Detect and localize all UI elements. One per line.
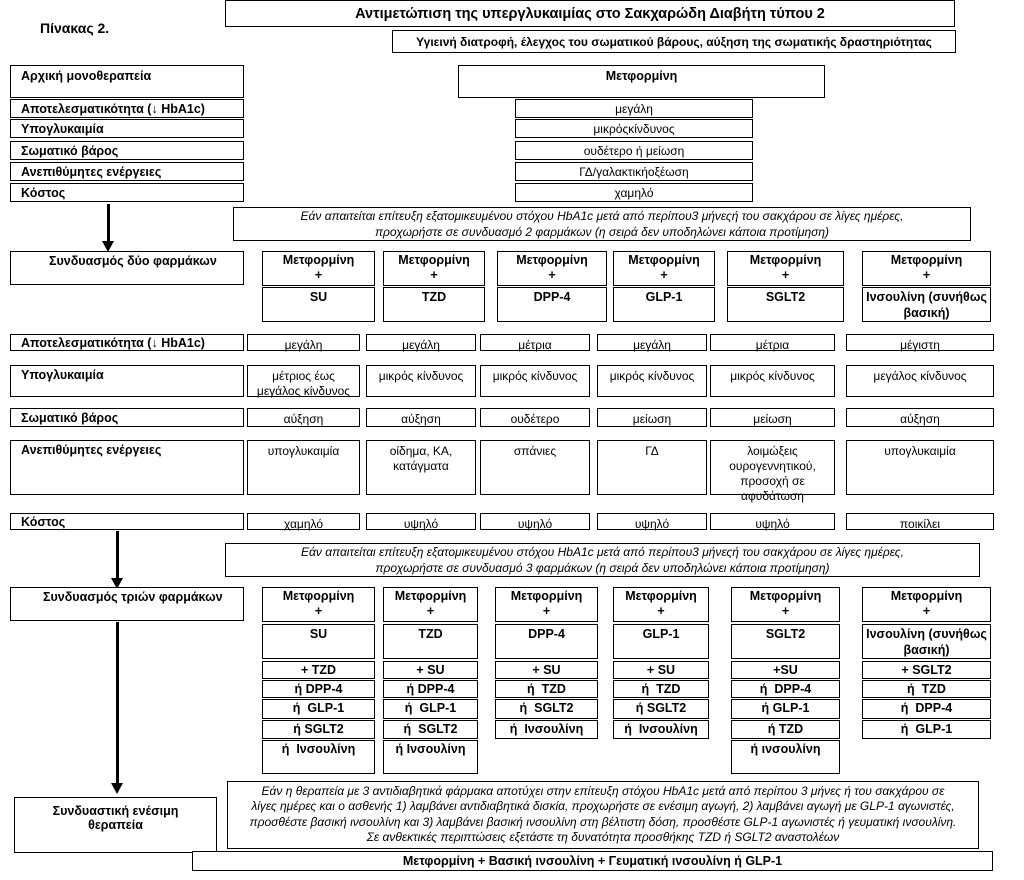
dual-weight-4: μείωση <box>710 408 835 427</box>
dual-plus-sign: + <box>430 268 438 282</box>
triple-base-4 <box>731 587 840 622</box>
flow-arrow-2 <box>116 531 119 579</box>
dual-plus-sign: + <box>548 268 556 282</box>
triple-plus-sign: + <box>426 604 435 618</box>
dual-weight-2: ουδέτερο <box>480 408 590 427</box>
page-title: Αντιμετώπιση της υπεργλυκαιμίας στο Σακχαρώδη Διαβήτη τύπου 2 <box>225 0 955 27</box>
triple-base-drug: Μετφορμίνη <box>394 589 467 603</box>
dual-weight-0: αύξηση <box>247 408 360 427</box>
dual-row-label-hypo: Υπογλυκαιμία <box>10 365 244 397</box>
dual-weight-5: αύξηση <box>846 408 994 427</box>
flow-arrow-3 <box>116 622 119 784</box>
flow-arrow-1 <box>107 204 110 242</box>
dual-hypo-2: μικρός κίνδυνος <box>480 365 590 397</box>
dual-side-3: ΓΔ <box>597 440 707 495</box>
mono-row-label-cost: Κόστος <box>10 183 244 202</box>
mono-row-value-weight: ουδέτερο ή μείωση <box>515 141 753 160</box>
mono-label: Αρχική μονοθεραπεία <box>10 65 244 98</box>
dual-base-drug: Μετφορμίνη <box>398 253 470 267</box>
dual-side-5: υπογλυκαιμία <box>846 440 994 495</box>
triple-option-0-3: ή SGLT2 <box>262 720 375 739</box>
dual-cost-2: υψηλό <box>480 513 590 530</box>
dual-plus-sign: + <box>314 268 323 282</box>
triple-option-4-1: ή DPP-4 <box>731 680 840 698</box>
dual-base-3 <box>613 251 715 286</box>
dual-side-0: υπογλυκαιμία <box>247 440 360 495</box>
dual-efficacy-4: μέτρια <box>710 334 835 351</box>
dual-base-drug: Μετφορμίνη <box>890 253 963 267</box>
dual-efficacy-0: μεγάλη <box>247 334 360 351</box>
dual-efficacy-3: μεγάλη <box>597 334 707 351</box>
triple-plus-sign: + <box>542 604 551 618</box>
mono-row-value-efficacy: μεγάλη <box>515 99 753 118</box>
triple-option-0-0: + TZD <box>262 661 375 679</box>
dual-cost-3: υψηλό <box>597 513 707 530</box>
dual-efficacy-2: μέτρια <box>480 334 590 351</box>
triple-option-1-0: + SU <box>383 661 478 679</box>
dual-cost-5: ποικίλει <box>846 513 994 530</box>
triple-option-2-1: ή TZD <box>495 680 598 698</box>
dual-drug-1: TZD <box>383 287 485 322</box>
triple-drug-3: GLP-1 <box>613 624 709 659</box>
triple-option-3-3: ή Ινσουλίνη <box>613 720 709 739</box>
triple-option-2-3: ή Ινσουλίνη <box>495 720 598 739</box>
injectable-note-line: προσθέστε βασική ινσουλίνη και 3) λαμβάνει βασική ινσουλίνη στη βέλτιστη δόση, προσθέστε GLP-1 αγωνιστές ή γευματική ινσουλίνη. <box>249 814 957 829</box>
dual-row-label-side: Ανεπιθύμητες ενέργειες <box>10 440 244 495</box>
dual-efficacy-5: μέγιστη <box>846 334 994 351</box>
dual-drug-0: SU <box>262 287 375 322</box>
note-dual-line-2: προχωρήστε σε συνδυασμό 2 φαρμάκων (η σειρά δεν υποδηλώνει κάποια προτίμηση) <box>374 224 829 239</box>
triple-base-drug: Μετφορμίνη <box>625 589 697 603</box>
dual-hypo-1: μικρός κίνδυνος <box>366 365 476 397</box>
dual-drug-3: GLP-1 <box>613 287 715 322</box>
dual-row-label-efficacy: Αποτελεσματικότητα (↓ HbA1c) <box>10 334 244 351</box>
triple-plus-sign: + <box>657 604 665 618</box>
dual-base-1 <box>383 251 485 286</box>
dual-cost-0: χαμηλό <box>247 513 360 530</box>
injectable-label <box>14 797 217 853</box>
dual-plus-sign: + <box>922 268 931 282</box>
triple-base-drug: Μετφορμίνη <box>890 589 963 603</box>
mono-row-label-hypo: Υπογλυκαιμία <box>10 119 244 138</box>
dual-base-0 <box>262 251 375 286</box>
dual-plus-sign: + <box>781 268 790 282</box>
triple-option-3-0: + SU <box>613 661 709 679</box>
dual-base-drug: Μετφορμίνη <box>628 253 700 267</box>
injectable-note-line: Σε ανθεκτικές περιπτώσεις εξετάστε τη δυνατότητα προσθήκης TZD ή SGLT2 αναστολέων <box>366 830 840 845</box>
injectable-label-line-1: Συνδυαστική ενέσιμη <box>52 804 179 818</box>
triple-base-5 <box>862 587 991 622</box>
triple-option-0-4: ή Ινσουλίνη <box>262 740 375 774</box>
dual-side-4: λοιμώξεις ουρογεννητικού, προσοχή σε αφυδάτωση <box>710 440 835 495</box>
triple-option-0-2: ή GLP-1 <box>262 699 375 719</box>
triple-option-1-2: ή GLP-1 <box>383 699 478 719</box>
triple-base-drug: Μετφορμίνη <box>510 589 583 603</box>
triple-option-5-3: ή GLP-1 <box>862 720 991 739</box>
mono-row-value-side: ΓΔ/γαλακτικήοξέωση <box>515 162 753 181</box>
mono-row-label-weight: Σωματικό βάρος <box>10 141 244 160</box>
dual-row-label-weight: Σωματικό βάρος <box>10 408 244 427</box>
mono-row-value-hypo: μικρόςκίνδυνος <box>515 119 753 138</box>
dual-hypo-5: μεγάλος κίνδυνος <box>846 365 994 397</box>
dual-cost-4: υψηλό <box>710 513 835 530</box>
triple-drug-4: SGLT2 <box>731 624 840 659</box>
triple-base-1 <box>383 587 478 622</box>
triple-base-drug: Μετφορμίνη <box>749 589 822 603</box>
dual-weight-3: μείωση <box>597 408 707 427</box>
injectable-note <box>227 781 979 849</box>
dual-drug-5: Ινσουλίνη (συνήθως βασική) <box>862 287 991 322</box>
injectable-final: Μετφορμίνη + Βασική ινσουλίνη + Γευματική ινσουλίνη ή GLP-1 <box>192 851 993 871</box>
triple-drug-5: Ινσουλίνη (συνήθως βασική) <box>862 624 991 659</box>
triple-base-2 <box>495 587 598 622</box>
triple-option-4-0: +SU <box>731 661 840 679</box>
dual-weight-1: αύξηση <box>366 408 476 427</box>
dual-base-drug: Μετφορμίνη <box>516 253 588 267</box>
note-dual <box>233 207 971 241</box>
dual-row-label-cost: Κόστος <box>10 513 244 530</box>
triple-option-4-3: ή TZD <box>731 720 840 739</box>
dual-label: Συνδυασμός δύο φαρμάκων <box>10 251 244 285</box>
lifestyle-subtitle: Υγιεινή διατροφή, έλεγχος του σωματικού βάρους, αύξηση της σωματικής δραστηριότητας <box>392 30 956 53</box>
triple-option-0-1: ή DPP-4 <box>262 680 375 698</box>
table-label: Πίνακας 2. <box>40 20 110 36</box>
triple-plus-sign: + <box>922 604 931 618</box>
dual-hypo-4: μικρός κίνδυνος <box>710 365 835 397</box>
triple-base-drug: Μετφορμίνη <box>282 589 355 603</box>
dual-base-drug: Μετφορμίνη <box>749 253 822 267</box>
dual-base-4 <box>727 251 844 286</box>
dual-side-2: σπάνιες <box>480 440 590 495</box>
triple-drug-0: SU <box>262 624 375 659</box>
triple-drug-1: TZD <box>383 624 478 659</box>
injectable-note-line: Εάν η θεραπεία με 3 αντιδιαβητικά φάρμακα αποτύχει στην επίτευξη στόχου HbA1c μετά από περίπου 3 μήνες ή του σακχάρου σε <box>261 784 945 798</box>
triple-option-1-1: ή DPP-4 <box>383 680 478 698</box>
dual-side-1: οίδημα, ΚΑ, κατάγματα <box>366 440 476 495</box>
mono-drug: Μετφορμίνη <box>458 65 825 98</box>
triple-option-1-3: ή SGLT2 <box>383 720 478 739</box>
injectable-note-line: λίγες ημέρες και ο ασθενής 1) λαμβάνει αντιδιαβητικά δισκία, προχωρήστε σε ενέσιμη αγωγή, 2) λαμβάνει αγωγή με GLP-1 αγωνιστές, <box>251 799 955 814</box>
triple-drug-2: DPP-4 <box>495 624 598 659</box>
triple-option-5-0: + SGLT2 <box>862 661 991 679</box>
note-triple-line-1: Εάν απαιτείται επίτευξη εξατομικευμένου στόχου HbA1c μετά από περίπου3 μήνεςή του σακχάρου σε λίγες ημέρες, <box>301 545 904 559</box>
triple-option-4-4: ή ινσουλίνη <box>731 740 840 774</box>
triple-option-5-2: ή DPP-4 <box>862 699 991 719</box>
note-dual-line-1: Εάν απαιτείται επίτευξη εξατομικευμένου στόχου HbA1c μετά από περίπου3 μήνεςή του σακχάρου σε λίγες ημέρες, <box>300 209 904 223</box>
triple-base-0 <box>262 587 375 622</box>
mono-row-label-side: Ανεπιθύμητες ενέργειες <box>10 162 244 181</box>
dual-base-drug: Μετφορμίνη <box>282 253 355 267</box>
triple-plus-sign: + <box>781 604 790 618</box>
triple-label: Συνδυασμός τριών φαρμάκων <box>10 587 244 621</box>
dual-base-5 <box>862 251 991 286</box>
note-triple <box>225 543 980 577</box>
dual-drug-4: SGLT2 <box>727 287 844 322</box>
triple-option-1-4: ή Ινσουλίνη <box>383 740 478 774</box>
triple-option-3-1: ή TZD <box>613 680 709 698</box>
triple-base-3 <box>613 587 709 622</box>
dual-efficacy-1: μεγάλη <box>366 334 476 351</box>
triple-option-2-0: + SU <box>495 661 598 679</box>
triple-option-4-2: ή GLP-1 <box>731 699 840 719</box>
dual-hypo-0: μέτριος έως μεγάλος κίνδυνος <box>247 365 360 397</box>
note-triple-line-2: προχωρήστε σε συνδυασμό 3 φαρμάκων (η σειρά δεν υποδηλώνει κάποια προτίμηση) <box>375 560 830 575</box>
injectable-label-line-2: θεραπεία <box>88 818 143 832</box>
mono-row-value-cost: χαμηλό <box>515 183 753 202</box>
dual-hypo-3: μικρός κίνδυνος <box>597 365 707 397</box>
mono-row-label-efficacy: Αποτελεσματικότητα (↓ HbA1c) <box>10 99 244 118</box>
dual-drug-2: DPP-4 <box>497 287 607 322</box>
triple-plus-sign: + <box>314 604 323 618</box>
dual-cost-1: υψηλό <box>366 513 476 530</box>
dual-base-2 <box>497 251 607 286</box>
triple-option-5-1: ή TZD <box>862 680 991 698</box>
triple-option-2-2: ή SGLT2 <box>495 699 598 719</box>
triple-option-3-2: ή SGLT2 <box>613 699 709 719</box>
dual-plus-sign: + <box>660 268 668 282</box>
